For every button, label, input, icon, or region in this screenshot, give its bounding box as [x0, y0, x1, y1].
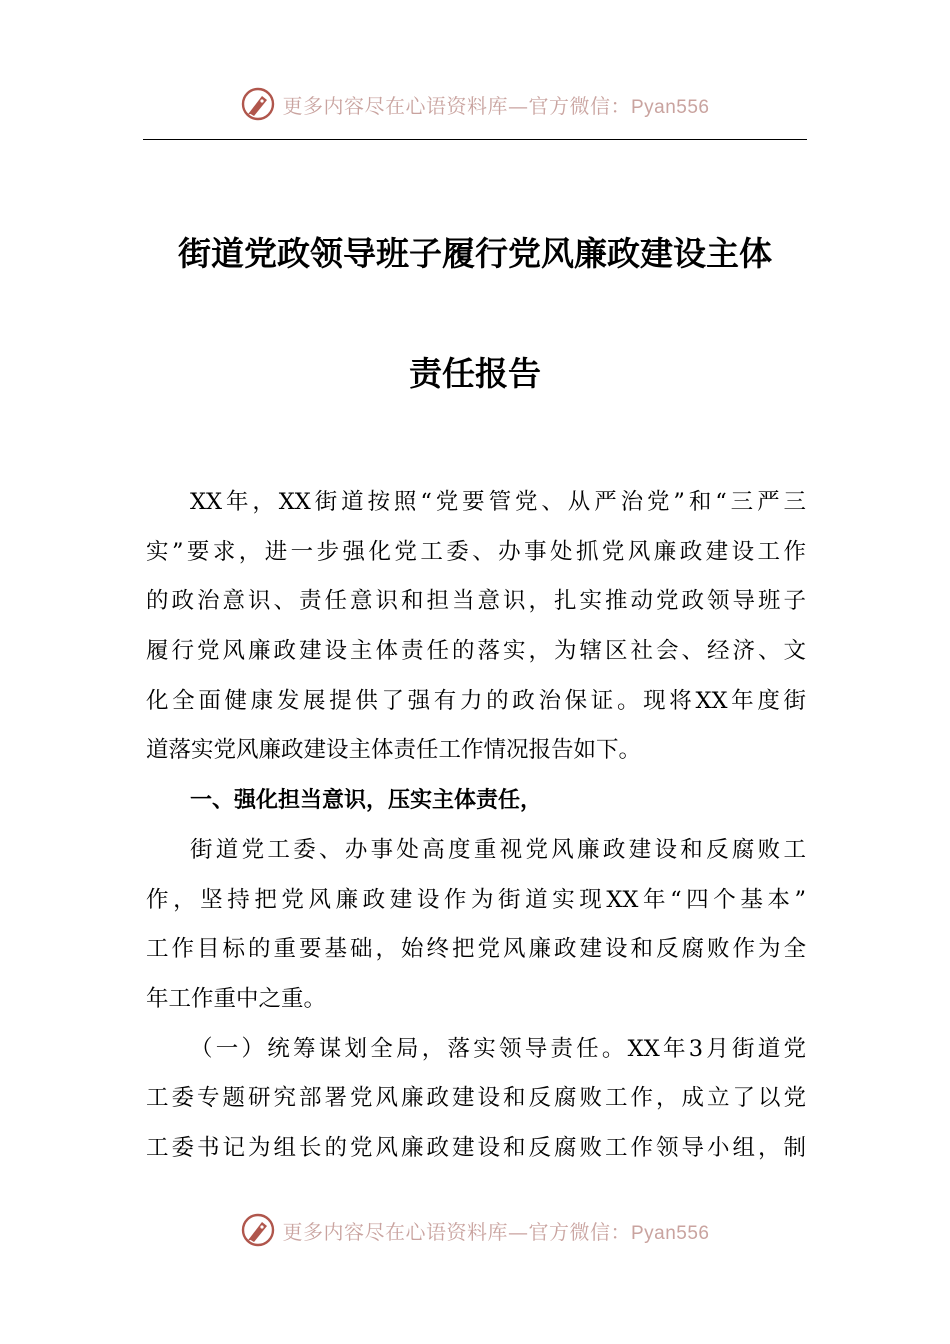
header-watermark	[0, 82, 950, 126]
footer-watermark	[0, 1208, 950, 1252]
body-line: 年工作重中之重。	[146, 985, 327, 1012]
document-title-line-2: 责任报告	[409, 354, 541, 393]
body-line: 履行党风廉政建设主体责任的落实，为辖区社会、经济、文	[146, 638, 806, 665]
body-line: 工委专题研究部署党风廉政建设和反腐败工作，成立了以党	[146, 1085, 806, 1112]
body-line: 道落实党风廉政建设主体责任工作情况报告如下。	[146, 737, 642, 764]
body-line: 作，坚持把党风廉政建设作为街道实现XX年“四个基本”	[146, 886, 806, 913]
body-line: 的政治意识、责任意识和担当意识，扎实推动党政领导班子	[146, 588, 806, 615]
document-body	[146, 478, 806, 1174]
wechat-id: Pyan556	[630, 96, 710, 118]
body-line: 化全面健康发展提供了强有力的政治保证。现将XX年度街	[146, 687, 806, 714]
pen-nib-logo-icon	[240, 1212, 276, 1248]
watermark-text: 更多内容尽在心语资料库—官方微信：Pyan556	[282, 93, 710, 118]
body-line: 工作目标的重要基础，始终把党风廉政建设和反腐败作为全	[146, 936, 806, 963]
watermark-text: 更多内容尽在心语资料库—官方微信：Pyan556	[282, 1219, 710, 1244]
body-line: XX年，XX街道按照“党要管党、从严治党”和“三严三	[190, 489, 806, 515]
pen-nib-logo-icon	[240, 86, 276, 122]
header-divider	[143, 139, 807, 140]
body-line: 街道党工委、办事处高度重视党风廉政建设和反腐败工	[190, 836, 806, 863]
body-line: （一）统筹谋划全局，落实领导责任。XX年3月街道党	[190, 1035, 806, 1062]
wechat-id: Pyan556	[630, 1222, 710, 1244]
section-heading: 一、强化担当意识，压实主体责任，	[190, 788, 543, 814]
body-line: 实”要求，进一步强化党工委、办事处抓党风廉政建设工作	[146, 538, 806, 565]
body-line: 工委书记为组长的党风廉政建设和反腐败工作领导小组，制	[146, 1134, 806, 1161]
document-title-line-1: 街道党政领导班子履行党风廉政建设主体	[178, 234, 772, 273]
